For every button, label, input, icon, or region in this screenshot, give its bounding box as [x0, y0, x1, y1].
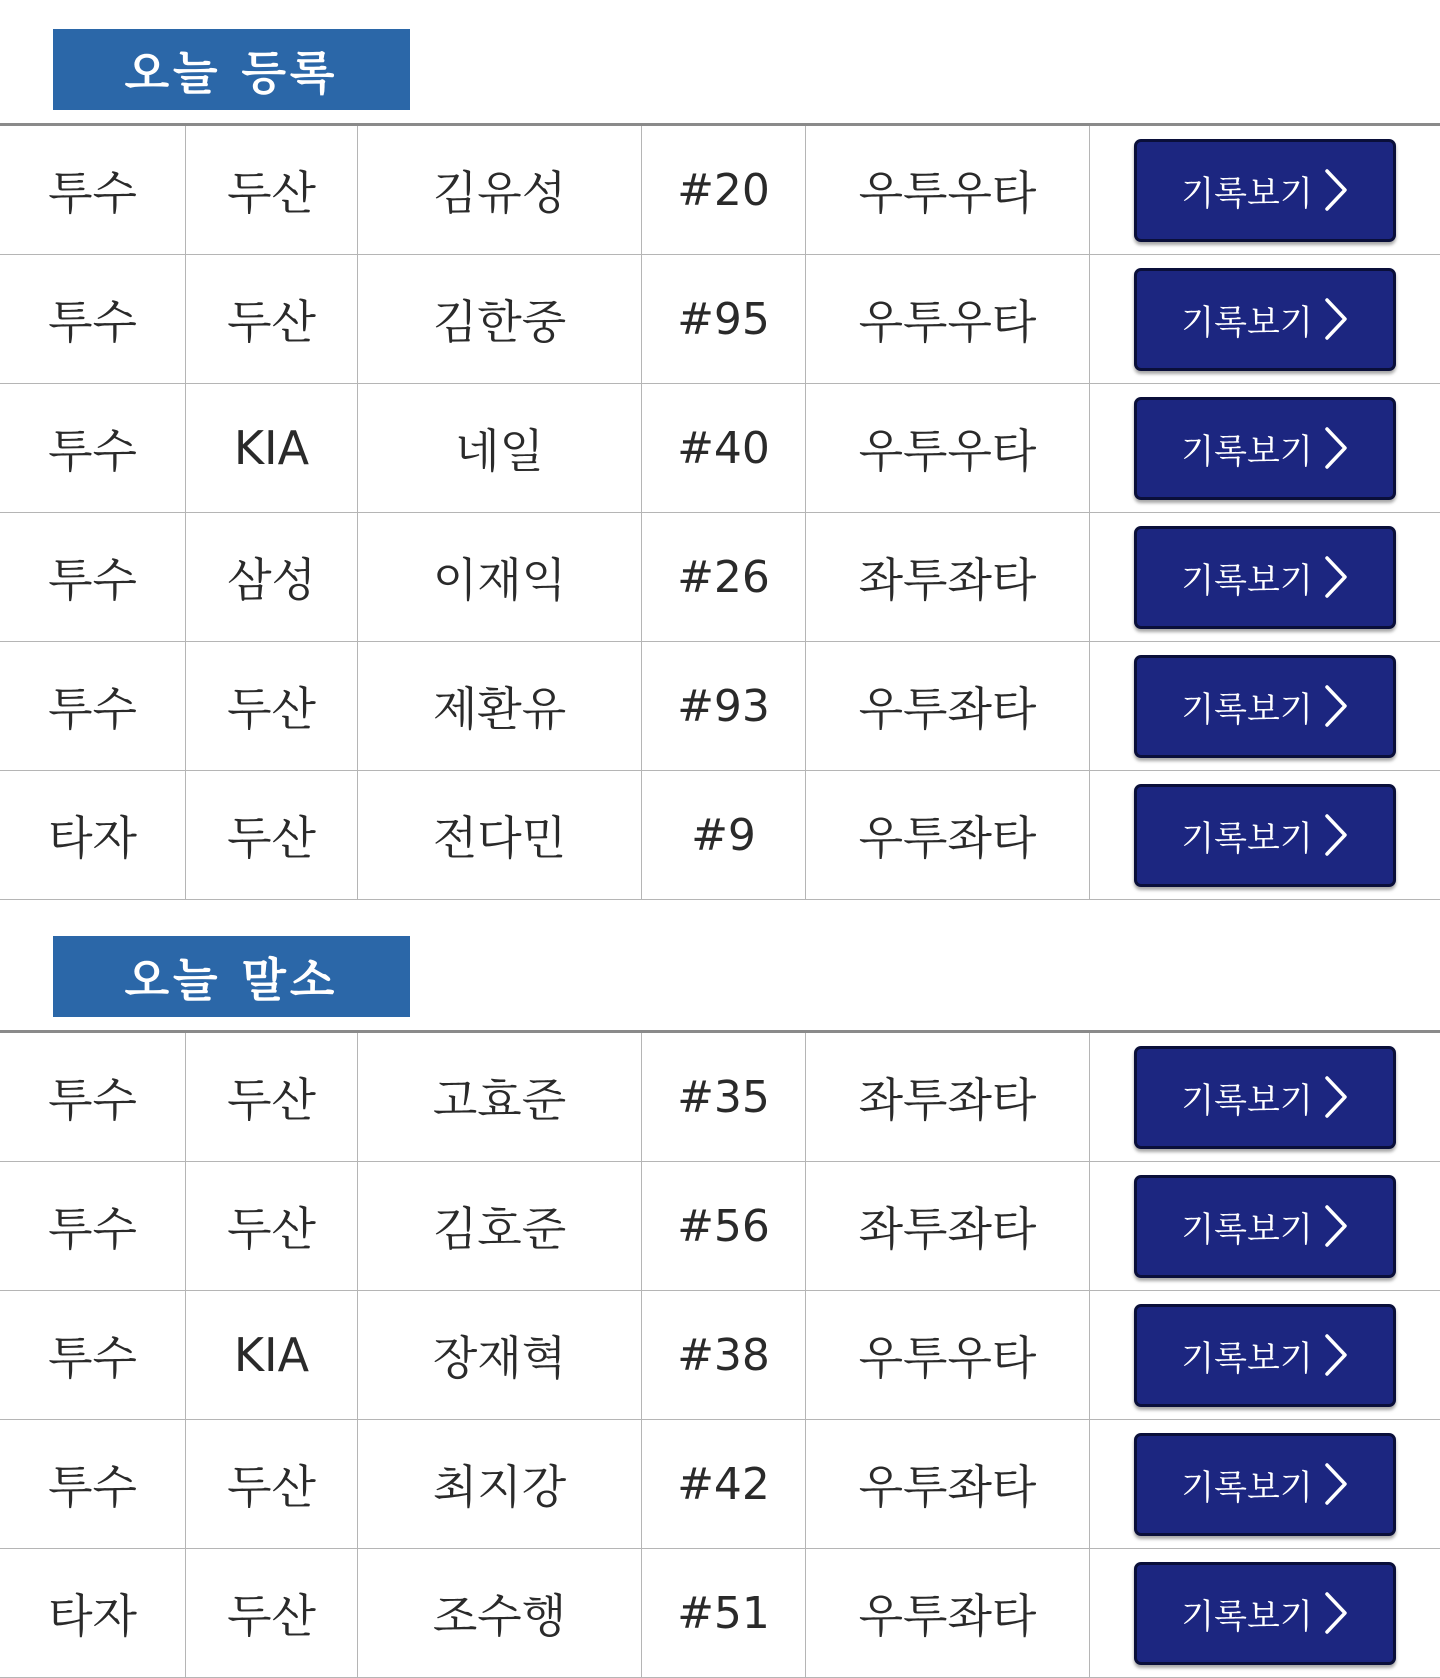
position-cell: 투수 — [0, 384, 186, 512]
chevron-right-icon — [1323, 684, 1349, 728]
uniform-number: #38 — [642, 1291, 806, 1419]
registered-table — [0, 126, 1440, 900]
chevron-right-icon — [1323, 297, 1349, 341]
position-cell: 투수 — [0, 126, 186, 254]
view-record-button[interactable] — [1134, 1433, 1396, 1536]
view-record-label: 기록보기 — [1181, 1209, 1313, 1250]
view-record-label: 기록보기 — [1181, 689, 1313, 730]
chevron-right-icon — [1323, 555, 1349, 599]
position-cell: 투수 — [0, 1420, 186, 1548]
chevron-right-icon — [1323, 168, 1349, 212]
team-cell: 두산 — [186, 1420, 358, 1548]
position-cell: 투수 — [0, 255, 186, 383]
player-name: 네일 — [358, 384, 642, 512]
released-title: 오늘 말소 — [53, 936, 410, 1017]
view-record-label: 기록보기 — [1181, 1080, 1313, 1121]
view-record-button[interactable] — [1134, 1046, 1396, 1149]
view-record-label: 기록보기 — [1181, 1338, 1313, 1379]
player-name: 조수행 — [358, 1549, 642, 1677]
throw-bat-hand: 우투좌타 — [806, 1549, 1090, 1677]
table-row — [0, 126, 1440, 255]
action-cell — [1090, 126, 1440, 254]
uniform-number: #56 — [642, 1162, 806, 1290]
action-cell — [1090, 642, 1440, 770]
position-cell: 타자 — [0, 1549, 186, 1677]
throw-bat-hand: 우투좌타 — [806, 642, 1090, 770]
table-row — [0, 642, 1440, 771]
uniform-number: #26 — [642, 513, 806, 641]
table-row — [0, 384, 1440, 513]
position-cell: 투수 — [0, 1033, 186, 1161]
view-record-button[interactable] — [1134, 1175, 1396, 1278]
uniform-number: #35 — [642, 1033, 806, 1161]
chevron-right-icon — [1323, 1075, 1349, 1119]
player-name: 최지강 — [358, 1420, 642, 1548]
uniform-number: #93 — [642, 642, 806, 770]
player-name: 전다민 — [358, 771, 642, 899]
action-cell — [1090, 513, 1440, 641]
position-cell: 투수 — [0, 1162, 186, 1290]
player-name: 김한중 — [358, 255, 642, 383]
view-record-label: 기록보기 — [1181, 173, 1313, 214]
player-name: 김호준 — [358, 1162, 642, 1290]
action-cell — [1090, 384, 1440, 512]
view-record-button[interactable] — [1134, 526, 1396, 629]
view-record-label: 기록보기 — [1181, 1467, 1313, 1508]
chevron-right-icon — [1323, 426, 1349, 470]
throw-bat-hand: 우투우타 — [806, 255, 1090, 383]
throw-bat-hand: 우투좌타 — [806, 1420, 1090, 1548]
view-record-button[interactable] — [1134, 1562, 1396, 1665]
team-cell: 두산 — [186, 1033, 358, 1161]
throw-bat-hand: 좌투좌타 — [806, 1162, 1090, 1290]
view-record-button[interactable] — [1134, 1304, 1396, 1407]
chevron-right-icon — [1323, 1204, 1349, 1248]
uniform-number: #42 — [642, 1420, 806, 1548]
table-row — [0, 1420, 1440, 1549]
action-cell — [1090, 771, 1440, 899]
team-cell: 삼성 — [186, 513, 358, 641]
view-record-button[interactable] — [1134, 784, 1396, 887]
view-record-button[interactable] — [1134, 655, 1396, 758]
position-cell: 투수 — [0, 513, 186, 641]
team-cell: 두산 — [186, 1162, 358, 1290]
uniform-number: #9 — [642, 771, 806, 899]
released-table — [0, 1033, 1440, 1678]
view-record-label: 기록보기 — [1181, 818, 1313, 859]
view-record-label: 기록보기 — [1181, 560, 1313, 601]
table-row — [0, 513, 1440, 642]
throw-bat-hand: 우투우타 — [806, 126, 1090, 254]
team-cell: 두산 — [186, 1549, 358, 1677]
view-record-label: 기록보기 — [1181, 431, 1313, 472]
position-cell: 투수 — [0, 1291, 186, 1419]
action-cell — [1090, 1033, 1440, 1161]
table-row — [0, 1033, 1440, 1162]
table-row — [0, 1549, 1440, 1678]
player-name: 장재혁 — [358, 1291, 642, 1419]
registered-title: 오늘 등록 — [53, 29, 410, 110]
team-cell: 두산 — [186, 771, 358, 899]
chevron-right-icon — [1323, 1333, 1349, 1377]
action-cell — [1090, 1291, 1440, 1419]
throw-bat-hand: 우투좌타 — [806, 771, 1090, 899]
player-name: 고효준 — [358, 1033, 642, 1161]
view-record-button[interactable] — [1134, 139, 1396, 242]
throw-bat-hand: 좌투좌타 — [806, 1033, 1090, 1161]
action-cell — [1090, 1420, 1440, 1548]
uniform-number: #20 — [642, 126, 806, 254]
team-cell: KIA — [186, 1291, 358, 1419]
player-name: 이재익 — [358, 513, 642, 641]
position-cell: 투수 — [0, 642, 186, 770]
uniform-number: #95 — [642, 255, 806, 383]
table-row — [0, 255, 1440, 384]
table-row — [0, 1291, 1440, 1420]
view-record-button[interactable] — [1134, 268, 1396, 371]
throw-bat-hand: 우투우타 — [806, 384, 1090, 512]
chevron-right-icon — [1323, 1591, 1349, 1635]
table-row — [0, 1162, 1440, 1291]
throw-bat-hand: 우투우타 — [806, 1291, 1090, 1419]
team-cell: 두산 — [186, 126, 358, 254]
view-record-button[interactable] — [1134, 397, 1396, 500]
throw-bat-hand: 좌투좌타 — [806, 513, 1090, 641]
player-name: 김유성 — [358, 126, 642, 254]
position-cell: 타자 — [0, 771, 186, 899]
chevron-right-icon — [1323, 813, 1349, 857]
player-name: 제환유 — [358, 642, 642, 770]
team-cell: 두산 — [186, 255, 358, 383]
team-cell: KIA — [186, 384, 358, 512]
chevron-right-icon — [1323, 1462, 1349, 1506]
uniform-number: #40 — [642, 384, 806, 512]
table-row — [0, 771, 1440, 900]
action-cell — [1090, 1549, 1440, 1677]
action-cell — [1090, 255, 1440, 383]
uniform-number: #51 — [642, 1549, 806, 1677]
view-record-label: 기록보기 — [1181, 1596, 1313, 1637]
view-record-label: 기록보기 — [1181, 302, 1313, 343]
action-cell — [1090, 1162, 1440, 1290]
team-cell: 두산 — [186, 642, 358, 770]
